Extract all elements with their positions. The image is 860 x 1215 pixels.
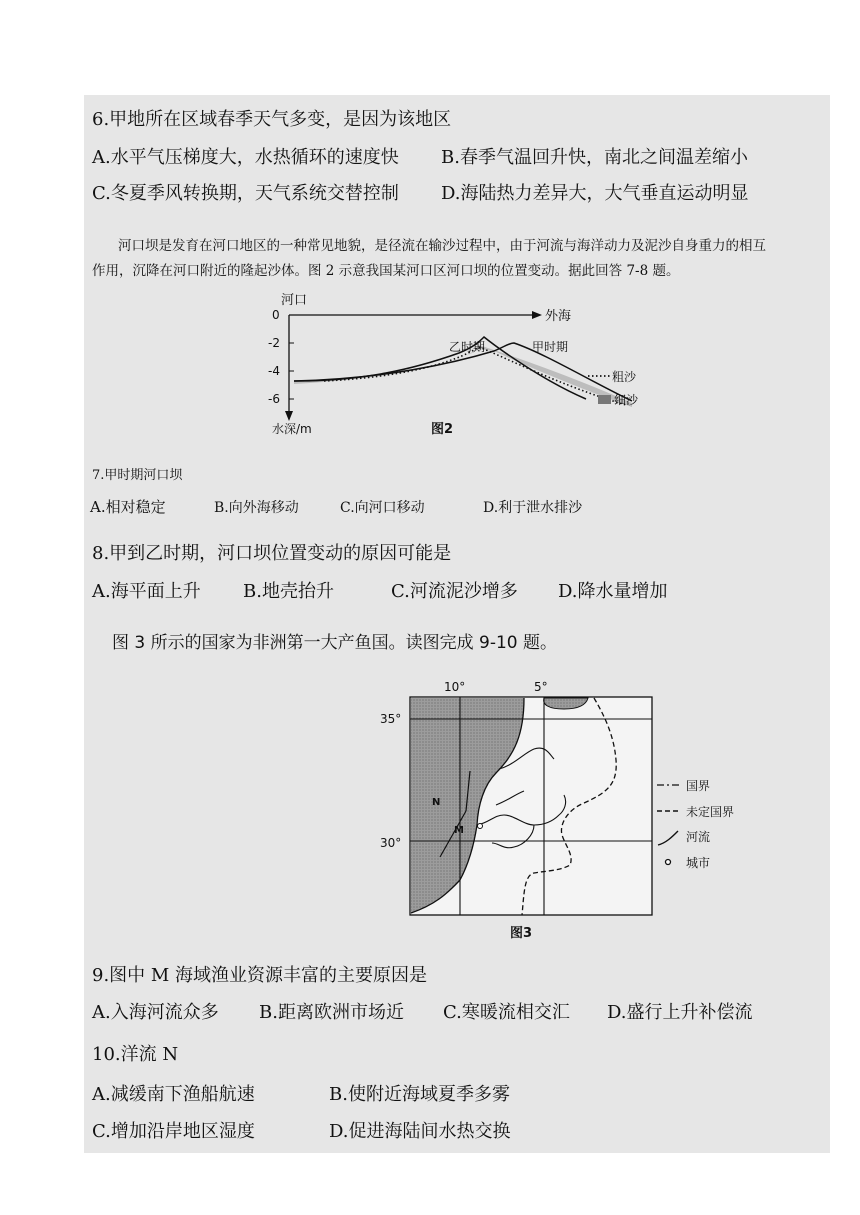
q6-stem: 6.甲地所在区域春季天气多变，是因为该地区 [92, 109, 452, 130]
q6-option-c: C.冬夏季风转换期，天气系统交替控制 [92, 183, 399, 204]
q7-option-a: A.相对稳定 [90, 498, 166, 516]
q10-option-d: D.促进海陆间水热交换 [329, 1121, 511, 1142]
q8-option-d: D.降水量增加 [558, 581, 668, 602]
fig2-label-open-sea: 外海 [545, 309, 572, 324]
fig2-tick-4: -4 [268, 364, 280, 378]
exam-sheet [84, 95, 830, 1153]
intro-7-8-line1: 河口坝是发育在河口地区的一种常见地貌，是径流在输沙过程中，由于河流与海洋动力及泥沙自身重力的相互 [118, 238, 766, 254]
q8-option-a: A.海平面上升 [92, 581, 201, 602]
q7-option-c: C.向河口移动 [340, 500, 425, 516]
fig3-legend-river: 河流 [686, 830, 711, 844]
fig3-label-m: M [454, 825, 464, 836]
q6-option-b: B.春季气温回升快，南北之间温差缩小 [441, 147, 748, 168]
fig2-label-depth: 水深/m [272, 422, 312, 436]
fig3-lat-35: 35° [380, 712, 402, 726]
q9-stem: 9.图中 M 海域渔业资源丰富的主要原因是 [92, 965, 428, 986]
q9-option-c: C.寒暖流相交汇 [443, 1002, 570, 1023]
fig2-legend-coarse: 粗沙 [612, 370, 637, 384]
fig2-label-jia: 甲时期 [532, 340, 569, 354]
fig3-caption: 图3 [510, 926, 533, 941]
fig3-lon-10: 10° [444, 680, 466, 694]
fig3-lon-5: 5° [534, 680, 548, 694]
q9-option-b: B.距离欧洲市场近 [259, 1002, 404, 1023]
fig2-legend-fine: 细沙 [614, 393, 639, 407]
q8-option-b: B.地壳抬升 [243, 581, 334, 602]
q9-option-d: D.盛行上升补偿流 [607, 1002, 753, 1023]
q6-option-d: D.海陆热力差异大，大气垂直运动明显 [441, 183, 749, 204]
q10-option-b: B.使附近海域夏季多雾 [329, 1084, 510, 1105]
q7-option-d: D.利于泄水排沙 [483, 500, 583, 516]
fig3-legend-undetermined: 未定国界 [686, 805, 734, 819]
fig3-legend-city: 城市 [686, 856, 711, 870]
fig3-lat-30: 30° [380, 836, 402, 850]
fig3-label-n: N [432, 797, 441, 808]
fig2-label-yi: 乙时期 [449, 340, 486, 354]
intro-7-8-line2: 作用，沉降在河口附近的隆起沙体。图 2 示意我国某河口区河口坝的位置变动。据此回答 7-8 题。 [92, 263, 680, 279]
q8-stem: 8.甲到乙时期，河口坝位置变动的原因可能是 [92, 543, 452, 564]
intro-9-10: 图 3 所示的国家为非洲第一大产鱼国。读图完成 9-10 题。 [112, 633, 558, 653]
q7-stem: 7.甲时期河口坝 [92, 468, 183, 483]
q8-option-c: C.河流泥沙增多 [391, 581, 518, 602]
q7-option-b: B.向外海移动 [214, 500, 299, 516]
fig3-legend-border: 国界 [686, 779, 711, 793]
fig2-label-estuary: 河口 [281, 293, 308, 308]
q10-option-a: A.减缓南下渔船航速 [92, 1084, 255, 1105]
q10-option-c: C.增加沿岸地区湿度 [92, 1121, 255, 1142]
q6-option-a: A.水平气压梯度大，水热循环的速度快 [92, 147, 399, 168]
figure-3 [374, 675, 734, 945]
fig2-caption: 图2 [431, 422, 454, 437]
q9-option-a: A.入海河流众多 [92, 1002, 219, 1023]
fig2-tick-6: -6 [268, 392, 280, 406]
fig2-tick-2: -2 [268, 336, 280, 350]
figure-2 [264, 291, 644, 451]
q10-stem: 10.洋流 N [92, 1044, 179, 1065]
fig2-tick-0: 0 [272, 308, 280, 322]
